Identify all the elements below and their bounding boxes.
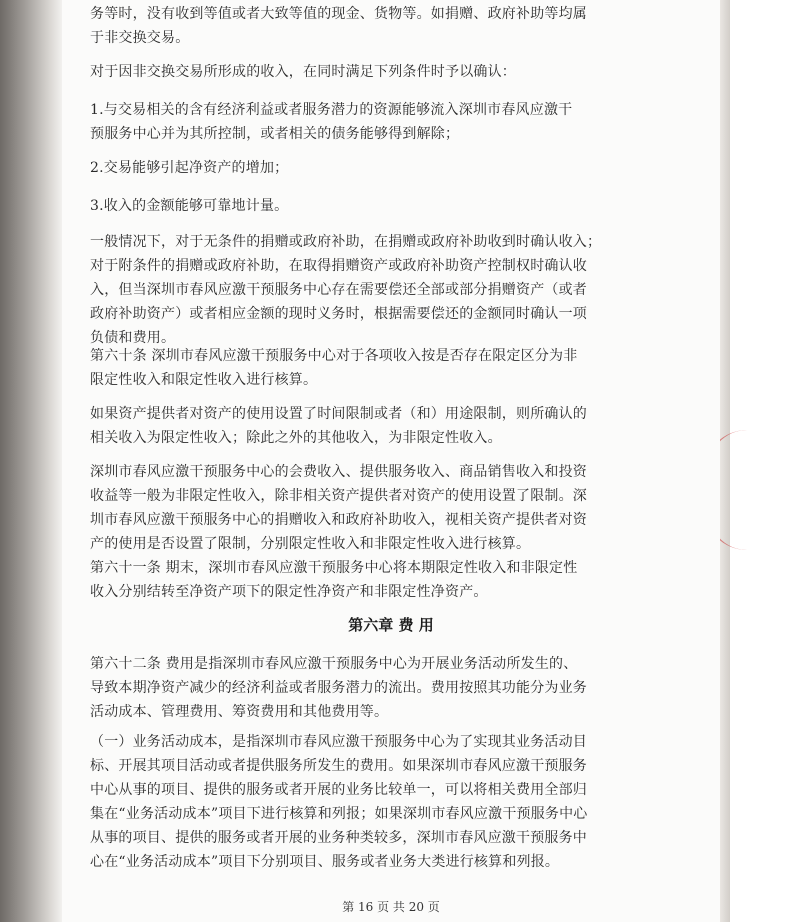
paragraph-income-types: 深圳市春风应激干预服务中心的会费收入、提供服务收入、商品销售收入和投资 收益等一般为非限定性收入，除非相关资产提供者对资产的使用设置了限制。深 圳市春风应激干预服务中心的捐赠收入和政府补助收入，视相关资产提供者对资 产的使用是否设置了限制，分别限定性收入和非限定性收入进行核算。 [90,464,587,552]
paragraph-business-cost: （一）业务活动成本，是指深圳市春风应激干预服务中心为了实现其业务活动目 标、开展其项目活动或者提供服务所发生的费用。如果深圳市春风应激干预服务 中心从事的项目、提供的服务或者开展的业务比较单一，可以将相关费用全部归 集在“业务活动成本”项目下进行核算和列报；如果深圳市春风应激干预服务中心 从事的项目、提供的服务或者开展的业务种类较多，深圳市春风应激干预服务中 心在“业务活动成本”项目下分别项目、服务或者业务大类进行核算和列报。 [90,734,588,870]
paragraph-general-case: 一般情况下，对于无条件的捐赠或政府补助，在捐赠或政府补助收到时确认收入； 对于附条件的捐赠或政府补助，在取得捐赠资产或政府补助资产控制权时确认收 入，但当深圳市春风应激干预服务中心存在需要偿还全部或部分捐赠资产（或者 政府补助资产）或者相应金额的现时义务时，根据需要偿还的金额同时确认一项 负债和费用。 [90,234,602,346]
paragraph-article-62: 第六十二条 费用是指深圳市春风应激干预服务中心为开展业务活动所发生的、 导致本期净资产减少的经济利益或者服务潜力的流出。费用按照其功能分为业务 活动成本、管理费用、筹资费用和其他费用等。 [90,656,587,720]
paragraph-article-61: 第六十一条 期末，深圳市春风应激干预服务中心将本期限定性收入和非限定性 收入分别结转至净资产项下的限定性净资产和非限定性净资产。 [90,560,578,600]
paragraph-condition-3: 3.收入的金额能够可靠地计量。 [90,198,289,214]
paragraph-restricted-income: 如果资产提供者对资产的使用设置了时间限制或者（和）用途限制，则所确认的 相关收入为限定性收入；除此之外的其他收入，为非限定性收入。 [90,406,587,446]
chapter-heading: 第六章 费 用 [348,616,434,634]
document-page [62,0,720,922]
paragraph-condition-1: 1.与交易相关的含有经济利益或者服务潜力的资源能够流入深圳市春风应激干 预服务中心并为其所控制，或者相关的债务能够得到解除； [90,102,573,142]
scan-shadow-left [0,0,62,922]
paragraph-continuation: 务等时，没有收到等值或者大致等值的现金、货物等。如捐赠、政府补助等均属 于非交换交易。 [90,6,587,46]
paragraph-condition-2: 2.交易能够引起净资产的增加； [90,160,289,176]
paragraph-conditions-intro: 对于因非交换交易所形成的收入，在同时满足下列条件时予以确认： [90,64,516,80]
paragraph-article-60: 第六十条 深圳市春风应激干预服务中心对于各项收入按是否存在限定区分为非 限定性收入和限定性收入进行核算。 [90,348,578,388]
page-footer: 第 16 页 共 20 页 [342,900,440,914]
